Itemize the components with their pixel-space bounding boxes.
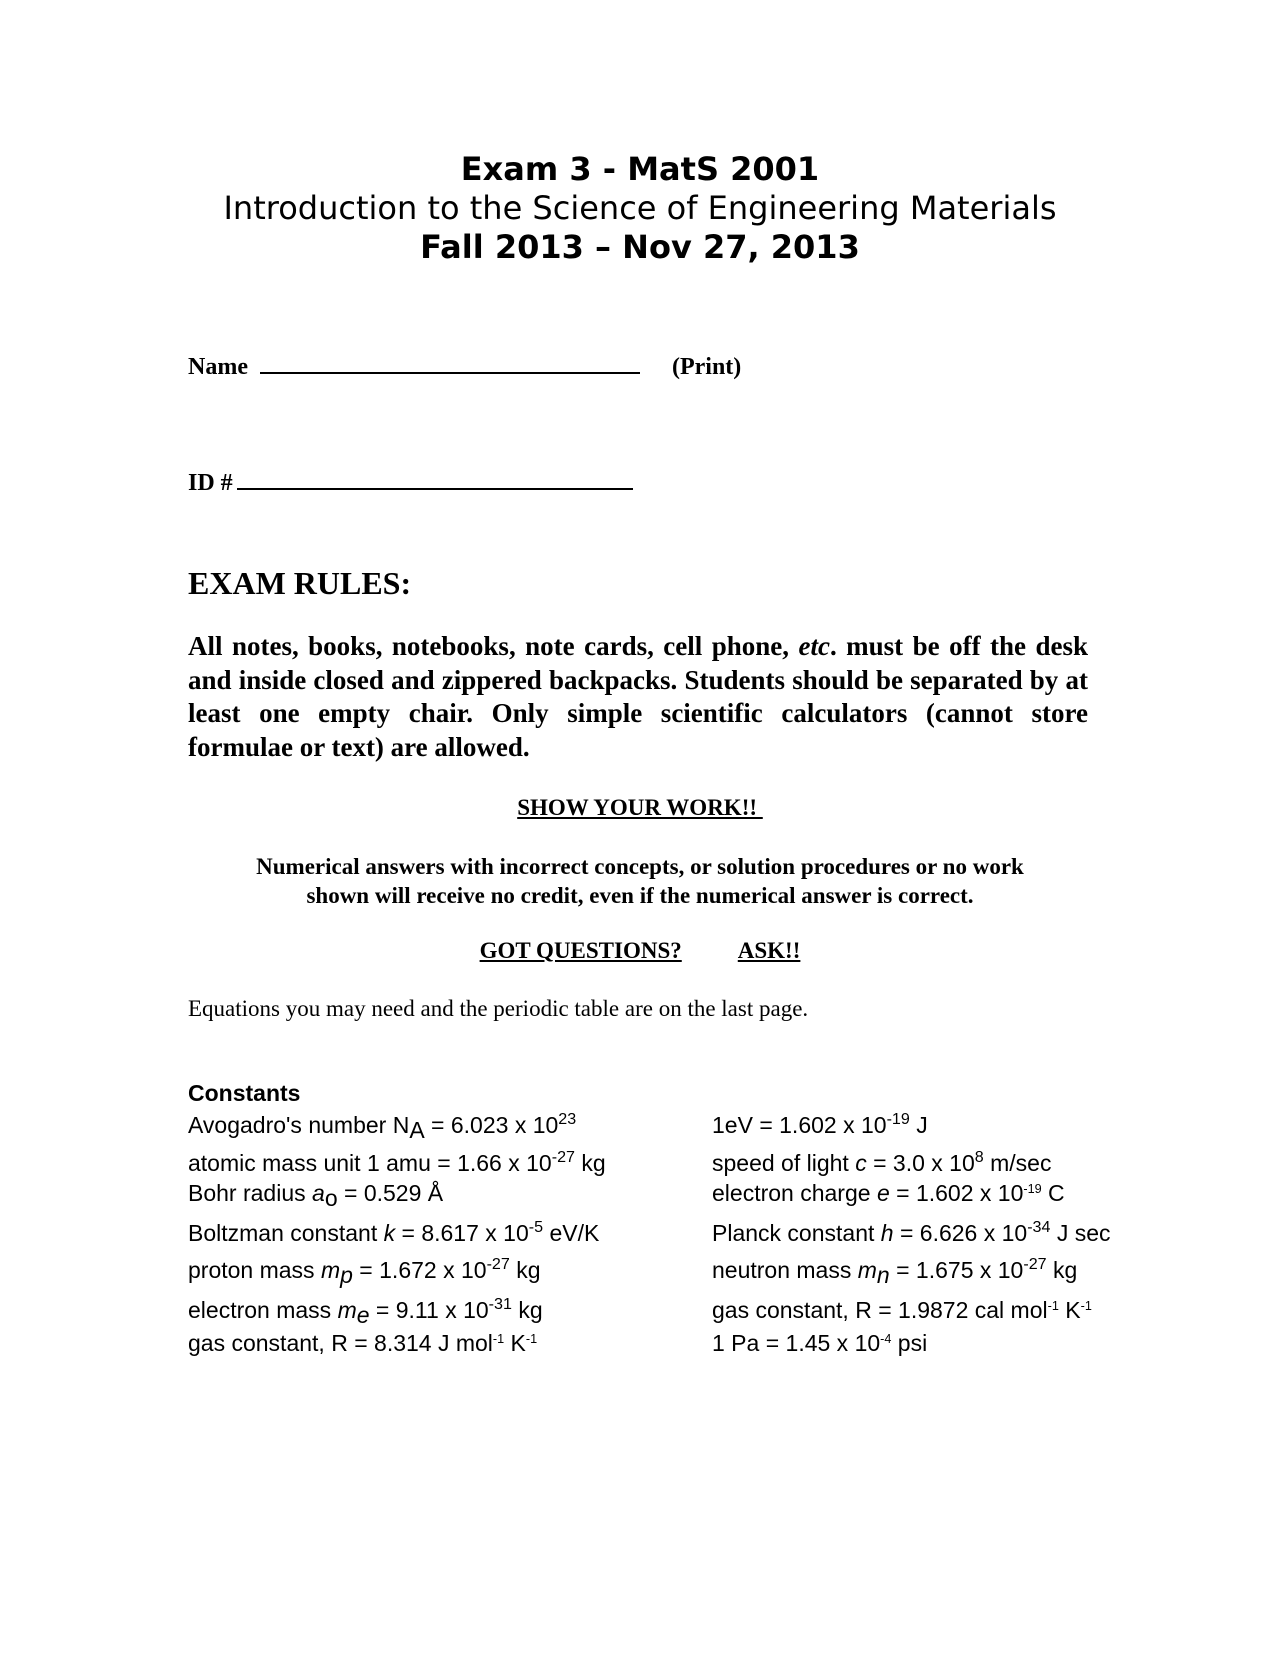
credit-note-line1: Numerical answers with incorrect concepts, or solution procedures or no work [256,854,1024,879]
name-label: Name [188,354,248,380]
electron-mass-constant: electron mass $m_e = 9.11$ x $10^{-31}$ kg [188,1295,543,1328]
show-work-notice: SHOW YOUR WORK!! [517,795,763,820]
constants-row [188,1180,1188,1212]
pascal-conversion: 1 Pa = 1.45 x $10^{-4}$ psi [712,1330,928,1356]
electron-volt-constant: 1eV = 1.602 x $10^{-19}$ J [712,1110,928,1138]
amu-constant: atomic mass unit 1 amu = 1.66 x $10^{-27}$ kg [188,1148,606,1176]
constants-row [188,1112,1188,1144]
avogadro-constant: Avogadro's number $N_A = 6.023$ x $10^{23}$ [188,1110,577,1143]
credit-note-line2: shown will receive no credit, even if the numerical answer is correct. [306,883,974,908]
constants-row [188,1150,1188,1182]
equations-note: Equations you may need and the periodic table are on the last page. [188,996,809,1021]
constants-row [188,1297,1188,1329]
constants-row [188,1330,1188,1362]
constants-section [188,1080,1188,1356]
rules-text-part1: All notes, books, notebooks, note cards, cell phone, [188,631,799,661]
term-date: Fall 2013 – Nov 27, 2013 [420,228,860,266]
rules-heading: EXAM RULES: [188,565,412,601]
ask-text: ASK!! [737,938,801,963]
name-blank-line [260,352,640,374]
id-field [188,468,633,497]
boltzman-constant: Boltzman constant k = 8.617 x $10^{-5}$ eV/K [188,1218,600,1246]
rules-text-etc: etc [798,631,830,661]
rules-text-part2: . must be off the desk and inside closed and zippered backpacks. Students should be separated by at least one empty chair. Only simple scientific calculators (cannot store formulae or text) are allowed. [188,631,1088,762]
got-questions-text: GOT QUESTIONS? [479,938,682,963]
constants-row [188,1257,1188,1289]
exam-title: Exam 3 - MatS 2001 [460,150,820,188]
id-blank-line [237,468,633,490]
planck-constant: Planck constant h = 6.626 x $10^{-34}$ J sec [712,1218,1111,1246]
questions-notice [0,938,1280,964]
neutron-mass-constant: neutron mass $m_n = 1.675$ x $10^{-27}$ kg [712,1255,1078,1288]
rules-text [188,630,1088,764]
course-title: Introduction to the Science of Engineering Materials [223,189,1057,227]
electron-charge-constant: electron charge e = 1.602 x $10^{-19}$ C [712,1180,1065,1206]
print-label: (Print) [671,354,742,380]
speed-of-light-constant: speed of light c = 3.0 x $10^8$ m/sec [712,1148,1052,1176]
bohr-radius-constant: Bohr radius $a_o = 0.529$ Å [188,1180,444,1211]
name-field [188,352,741,381]
gas-constant-cal: gas constant, R = 1.9872 cal mol$^{-1}$ $K^{-1}$ [712,1297,1092,1323]
gas-constant-joule: gas constant, R = 8.314 J mol$^{-1}$ $K^{-1}$ [188,1330,538,1356]
constants-row [188,1220,1188,1252]
id-label: ID # [188,470,233,496]
constants-title: Constants [188,1080,301,1106]
proton-mass-constant: proton mass $m_p = 1.672$ x $10^{-27}$ kg [188,1255,541,1288]
credit-note [0,852,1280,910]
